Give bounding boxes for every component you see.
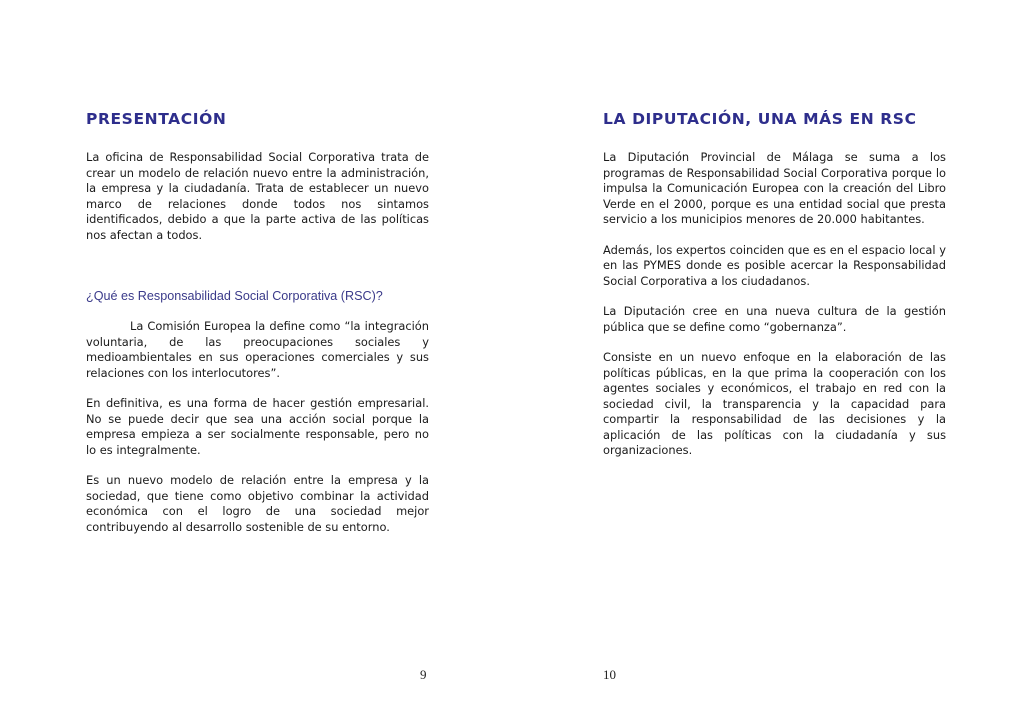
rsc-question-heading: ¿Qué es Responsabilidad Social Corporativa (RSC)?	[86, 289, 383, 303]
body-paragraph: En definitiva, es una forma de hacer gestión empresarial. No se puede decir que sea una acción social porque la empresa empieza a ser socialmente responsable, pero no lo es integralmente.	[86, 396, 429, 457]
body-paragraph: La Diputación cree en una nueva cultura de la gestión pública que se define como “gobernanza”.	[603, 304, 946, 334]
body-paragraph: Es un nuevo modelo de relación entre la empresa y la sociedad, que tiene como objetivo combinar la actividad económica con el logro de una sociedad mejor contribuyendo al desarrollo sostenible de su entorno.	[86, 473, 429, 534]
page-number: 9	[420, 667, 427, 682]
section-heading-presentacion: PRESENTACIÓN	[86, 110, 227, 128]
body-paragraph: Consiste en un nuevo enfoque en la elaboración de las políticas públicas, en la que prima la cooperación con los agentes sociales y económicos, el trabajo en red con la sociedad civil, la transparencia y la capacidad para compartir la responsabilidad de las decisiones y la aplicación de las políticas con la ciudadanía y sus organizaciones.	[603, 350, 946, 457]
section-heading-diputacion: LA DIPUTACIÓN, UNA MÁS EN RSC	[603, 110, 917, 128]
body-paragraph: Además, los expertos coinciden que es en el espacio local y en las PYMES donde es posible acercar la Responsabilidad Social Corporativa a los ciudadanos.	[603, 242, 946, 288]
intro-paragraph: La oficina de Responsabilidad Social Corporativa trata de crear un modelo de relación nuevo entre la administración, la empresa y la ciudadanía. Trata de establecer un nuevo marco de relaciones donde todos nos sintamos identificados, debido a que la parte activa de las políticas nos afectan a todos.	[86, 150, 429, 242]
left-column	[86, 109, 429, 535]
body-paragraph: La Diputación Provincial de Málaga se suma a los programas de Responsabilidad Social Corporativa porque lo impulsa la Comunicación Europea con la creación del Libro Verde en el 2000, porque es una entidad social que presta servicio a los municipios menores de 20.000 habitantes.	[603, 150, 946, 226]
right-page	[515, 0, 1030, 728]
page-number: 10	[603, 667, 616, 682]
right-column	[603, 109, 946, 459]
body-paragraph: La Comisión Europea la define como “la integración voluntaria, de las preocupaciones sociales y medioambientales en sus operaciones comerciales y sus relaciones con los interlocutores”.	[86, 319, 429, 380]
